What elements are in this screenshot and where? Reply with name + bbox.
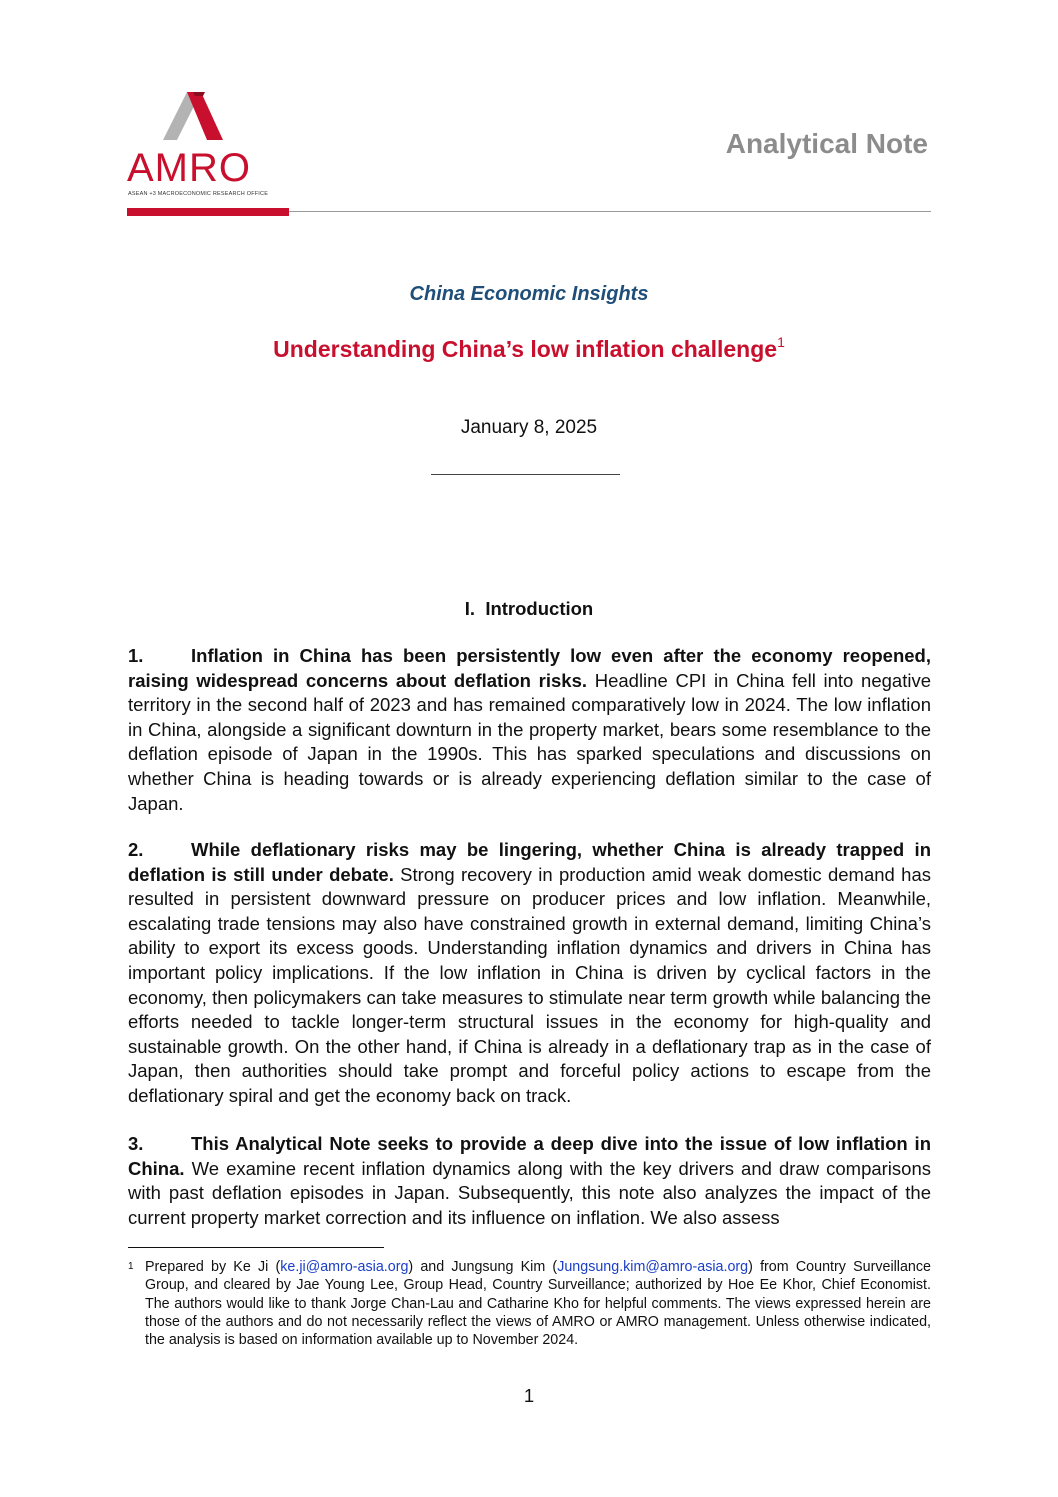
paragraph-number: 3. xyxy=(128,1133,144,1154)
logo-tagline: ASEAN +3 MACROECONOMIC RESEARCH OFFICE xyxy=(128,191,269,197)
main-title xyxy=(0,336,1058,363)
author-email-link[interactable]: ke.ji@amro-asia.org xyxy=(280,1259,409,1275)
paragraph-body: Strong recovery in production amid weak domestic demand has resulted in persistent downward pressure on producer prices and low inflation. Meanwhile, escalating trade tensions may also have constrained growth in external demand, limiting China’s ability to export its excess goods. Understanding inflation dynamics and drivers in China has important policy implications. If the low inflation in China is driven by cyclical factors in the economy, then policymakers can take measures to stimulate near term growth while balancing the efforts needed to tackle longer-term structural issues in the economy for high-quality and sustainable growth. On the other hand, if China is already in a deflationary trap as in the case of Japan, then authorities should take prompt and forceful policy actions to escape from the deflationary spiral and get the economy back on track. xyxy=(128,863,931,1106)
series-title: China Economic Insights xyxy=(409,283,649,305)
author-email-link[interactable]: Jungsung.kim@amro-asia.org xyxy=(557,1259,749,1275)
paragraph-number: 1. xyxy=(128,645,144,666)
paragraph-3 xyxy=(128,1132,931,1230)
footnote-text: Prepared by Ke Ji ( xyxy=(145,1259,281,1275)
paragraph-2 xyxy=(128,838,931,1109)
paragraph-body: We examine recent inflation dynamics along with the key drivers and draw comparisons with past deflation episodes in Japan. Subsequently, this note also analyzes the impact of the current property market correction and its influence on inflation. We also assess xyxy=(128,1157,931,1228)
logo-wordmark: AMRO xyxy=(127,146,251,190)
footnote xyxy=(128,1258,931,1349)
page-number: 1 xyxy=(523,1385,535,1406)
header-divider xyxy=(289,211,931,212)
paragraph-lead: This Analytical Note seeks to provide a deep dive into the issue of low inflation in China. xyxy=(128,1133,931,1179)
footnote-text: ) from Country Surveillance Group, and cleared by Jae Young Lee, Group Head, Country Surveillance; authorized by Hoe Ee Khor, Chief Economist. The authors would like to thank Jorge Chan-Lau and Catharine Kho for helpful comments. The views expressed herein are those of the authors and do not necessarily reflect the views of AMRO or AMRO management. Unless otherwise indicated, the analysis is based on information available up to November 2024. xyxy=(145,1259,931,1349)
document-type: Analytical Note xyxy=(725,128,928,159)
amro-logo-mark-icon xyxy=(127,90,287,150)
footnote-text: ) and Jungsung Kim ( xyxy=(408,1259,558,1275)
title-footnote-ref[interactable]: 1 xyxy=(777,334,785,350)
footnote-body xyxy=(145,1258,931,1349)
publication-date: January 8, 2025 xyxy=(460,417,598,438)
amro-logo xyxy=(127,90,287,202)
header-red-bar xyxy=(127,208,289,216)
footnote-mark: 1 xyxy=(128,1261,134,1272)
section-heading: I. Introduction xyxy=(464,598,594,619)
paragraph-1 xyxy=(128,644,931,816)
paragraph-lead: While deflationary risks may be lingering, whether China is already trapped in deflation is still under debate. xyxy=(128,839,931,885)
footnote-rule xyxy=(128,1247,384,1248)
paragraph-number: 2. xyxy=(128,839,144,860)
paragraph-lead: Inflation in China has been persistently low even after the economy reopened, raising widespread concerns about deflation risks. xyxy=(128,645,931,691)
paragraph-body: Headline CPI in China fell into negative territory in the second half of 2023 and has remained comparatively low in 2024. The low inflation in China, alongside a significant downturn in the property market, bears some resemblance to the deflation episode of Japan in the 1990s. This has sparked speculations and discussions on whether China is heading towards or is already experiencing deflation similar to the case of Japan. xyxy=(128,669,931,814)
title-rule xyxy=(431,474,620,475)
main-title-text: Understanding China’s low inflation challenge xyxy=(273,336,778,362)
